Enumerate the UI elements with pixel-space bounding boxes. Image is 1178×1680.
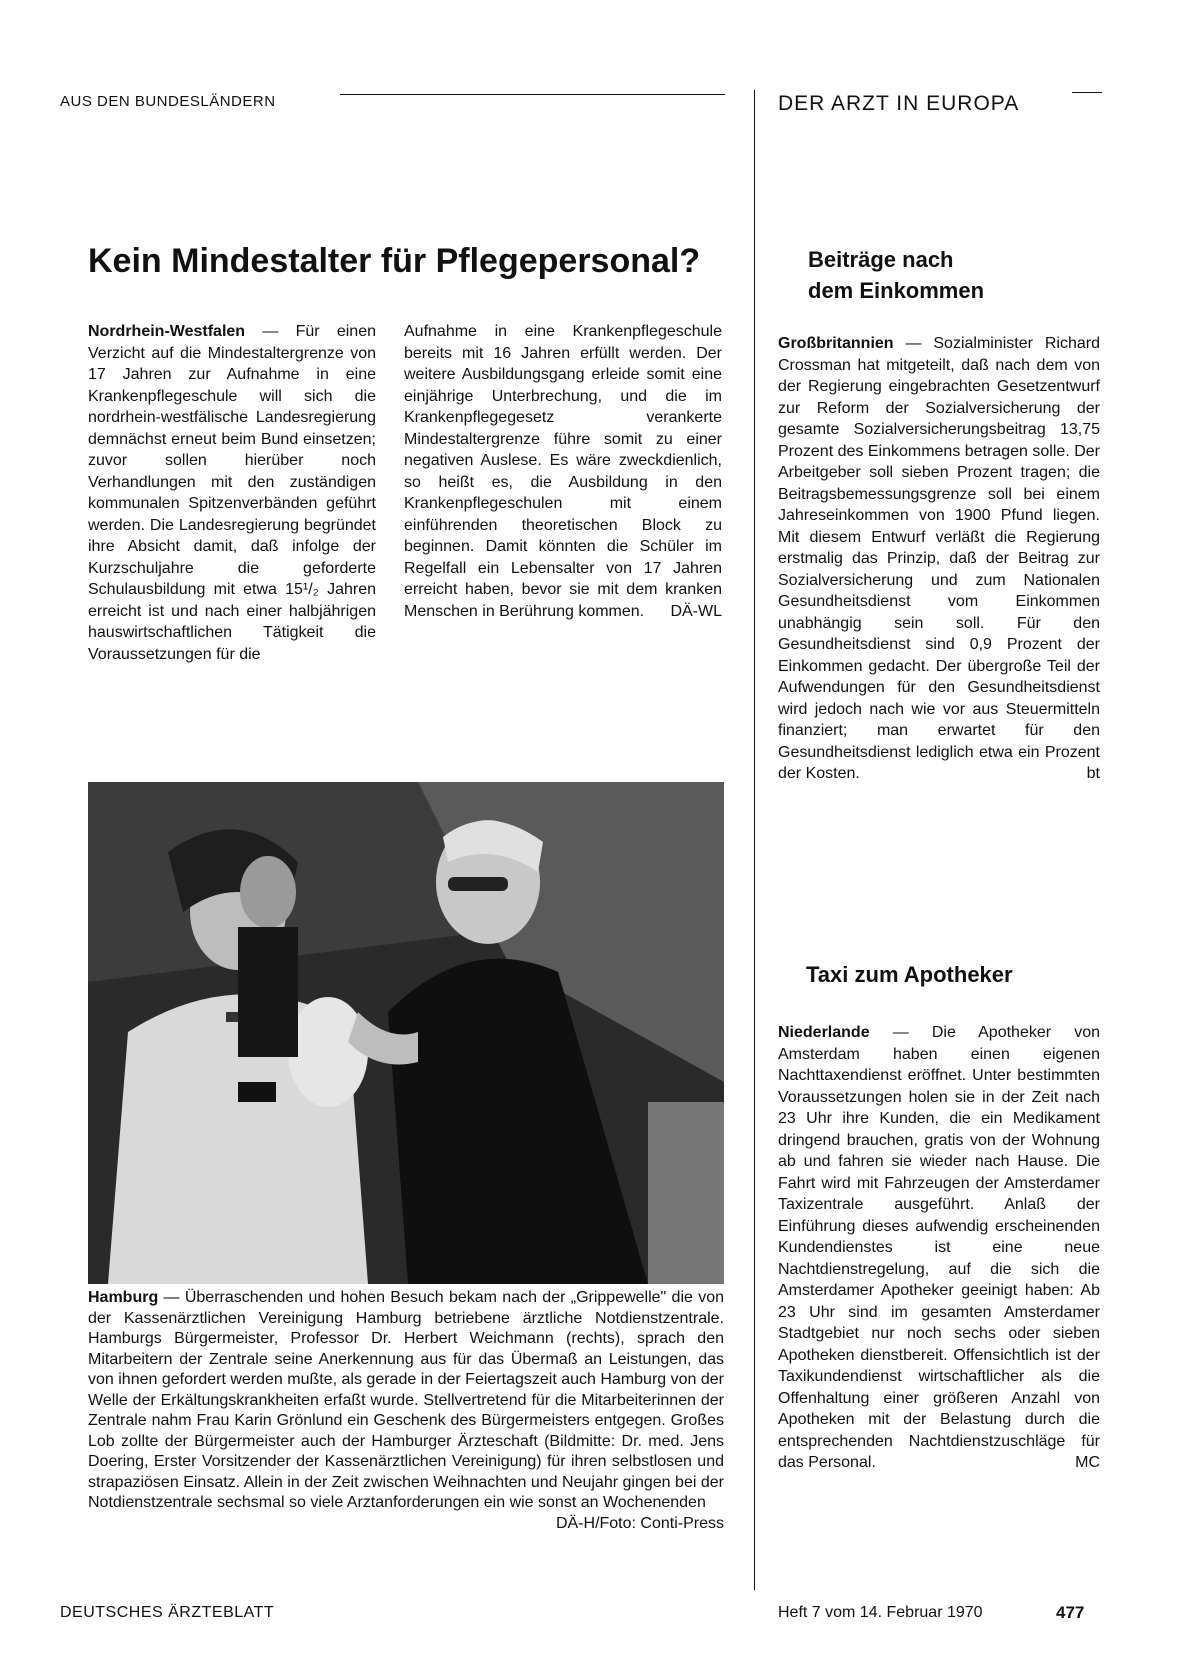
photo-caption xyxy=(88,1288,724,1534)
sidebar-article-2-body: — Die Apotheker von Amsterdam haben einen eigenen Nachttaxendienst eröffnet. Unter bestimmten Voraussetzungen holen sie in der Zeit nach 23 Uhr ihre Kunden, die ein Medikament dringend brauchen, gratis von der Wohnung ab und fahren sie wieder nach Hause. Die Fahrt wird mit Fahrzeugen der Amsterdamer Taxizentrale ausgeführt. Anlaß der Einführung dieses aufwendig erscheinenden Kundendienstes ist eine neue Nachtdienstregelung, auf die sich die Amsterdamer Apotheker geeinigt haben: Ab 23 Uhr sind im gesamten Amsterdamer Stadtgebiet nur noch sechs oder sieben Apotheken dienstbereit. Offensichtlich ist der Taxikundendienst wirtschaftlicher als die Offenhaltung einer größeren Anzahl von Apotheken mit der Belastung durch die entsprechenden Nachtdienstzuschläge für das Personal. xyxy=(778,1024,1100,1471)
sidebar-article-2-dateline: Niederlande xyxy=(778,1024,870,1041)
section-title-right: DER ARZT IN EUROPA xyxy=(778,92,1020,115)
article-body-part-1: — Für einen Verzicht auf die Mindestaltergrenze von 17 Jahren zur Aufnahme in eine Krankenpflegeschule will sich die nordrhein-westfälische Landesregierung demnächst erneut beim Bund einsetzen; zuvor sollen hierüber noch Verhandlungen mit den zuständigen kommunalen Spitzenverbänden geführt werden. Die Landesregierung begründet ihre Absicht damit, daß infolge der Kurzschuljahre die geforderte Schulausbildung mit etwa 15¹/₂ Jahren erreicht ist und nach einer halbjährigen hauswirtschaftlichen Tätigkeit die Voraussetzungen für die xyxy=(88,323,376,663)
article-headline: Kein Mindestalter für Pflegepersonal? xyxy=(88,242,701,280)
sidebar-headline-1 xyxy=(808,244,984,306)
sidebar-headline-1-line1: Beiträge nach xyxy=(808,247,954,272)
photo-credit: DÄ-H/Foto: Conti-Press xyxy=(555,1514,724,1532)
header-rule-left xyxy=(340,94,725,95)
sidebar-article-1-dateline: Großbritannien xyxy=(778,335,894,352)
sidebar-article-2 xyxy=(778,1022,1100,1474)
sidebar-article-1 xyxy=(778,333,1100,785)
section-title-left: AUS DEN BUNDESLÄNDERN xyxy=(60,93,276,110)
article-dateline: Nordrhein-Westfalen xyxy=(88,323,246,340)
publication-name: DEUTSCHES ÄRZTEBLATT xyxy=(60,1604,275,1621)
caption-text: — Überraschenden und hohen Besuch bekam nach der „Grippewelle" die von der Kassenärztlichen Vereinigung Hamburg betriebene ärztliche Notdienstzentrale. Hamburgs Bürgermeister, Professor Dr. Herbert Weichmann (rechts), sprach den Mitarbeitern der Zentrale seine Anerkennung aus für das Übermaß an Leistungen, das von ihnen gefordert werden mußte, als gerade in der Feiertagszeit auch Hamburg von der Welle der Erkältungskrankheiten erfaßt wurde. Stellvertretend für die Mitarbeiterinnen der Zentrale nahm Frau Karin Grönlund ein Geschenk des Bürgermeisters entgegen. Großes Lob zollte der Bürgermeister auch der Hamburger Ärzteschaft (Bildmitte: Dr. med. Jens Doering, Erster Vorsitzender der Kassenärztlichen Vereinigung) für ihren selbstlosen und strapaziösen Einsatz. Allein in der Zeit zwischen Weihnachten und Neujahr gingen bei der Notdienstzentrale sechsmal so viele Arztanforderungen ein wie sonst an Wochenenden xyxy=(88,1289,724,1511)
sidebar-article-2-signature: MC xyxy=(1075,1454,1100,1471)
news-photo xyxy=(88,782,724,1284)
caption-dateline: Hamburg xyxy=(88,1289,159,1306)
article-signature: DÄ-WL xyxy=(670,602,722,620)
sidebar-headline-1-line2: dem Einkommen xyxy=(808,278,985,303)
photo-image-icon xyxy=(88,782,724,1284)
article-column-1 xyxy=(88,321,376,665)
sidebar-article-1-signature: bt xyxy=(1086,765,1100,782)
page-number: 477 xyxy=(1056,1603,1085,1622)
article-column-2 xyxy=(404,321,722,622)
column-divider xyxy=(754,90,755,1590)
article-body-part-2: Aufnahme in eine Krankenpflegeschule bereits mit 16 Jahren erfüllt werden. Der weitere Ausbildungsgang erleide somit eine einjährige Unterbrechung, und die im Krankenpflegegesetz verankerte Mindestaltergrenze führe somit zu einer negativen Auslese. Es wäre zweckdienlich, so heißt es, die Ausbildung in den Krankenpflegeschulen mit einem einführenden theoretischen Block zu beginnen. Damit könnten die Schüler im Regelfall ein Lebensalter von 17 Jahren erreicht haben, bevor sie mit dem kranken Menschen in Berührung kommen. xyxy=(404,323,722,620)
header-rule-right xyxy=(1072,92,1102,93)
sidebar-headline-2: Taxi zum Apotheker xyxy=(806,962,1013,987)
sidebar-article-1-body: — Sozialminister Richard Crossman hat mitgeteilt, daß nach dem von der Regierung eingebrachten Gesetzentwurf zur Reform der Sozialversicherung der gesamte Sozialversicherungsbeitrag 13,75 Prozent des Einkommens betragen solle. Der Arbeitgeber soll sieben Prozent tragen; die Beitragsbemessungsgrenze soll bei einem Jahreseinkommen von 1900 Pfund liegen. Mit diesem Entwurf verläßt die Regierung erstmalig das Prinzip, daß der Beitrag zur Sozialversicherung und zum Nationalen Gesundheitsdienst vom Einkommen unabhängig sein soll. Für den Gesundheitsdienst sind 0,9 Prozent der Einkommen gedacht. Der übergroße Teil der Aufwendungen für den Gesundheitsdienst wird jedoch nach wie vor aus Steuermitteln finanziert; man erwartet für den Gesundheitsdienst lediglich etwa ein Prozent der Kosten. xyxy=(778,335,1100,782)
issue-info: Heft 7 vom 14. Februar 1970 xyxy=(778,1604,983,1621)
